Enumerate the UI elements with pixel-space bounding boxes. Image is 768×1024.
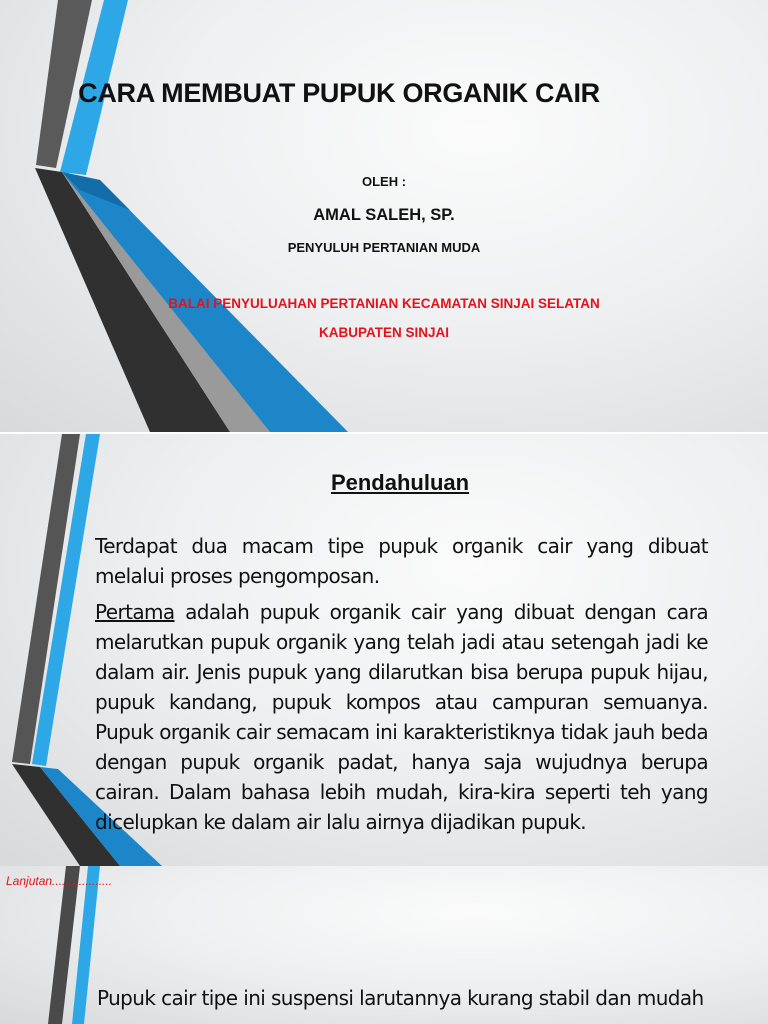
paragraph-1: Terdapat dua macam tipe pupuk organik cair yang dibuat melalui proses pengomposan. — [95, 534, 708, 588]
paragraph-2-body: adalah pupuk organik cair yang dibuat dengan cara melarutkan pupuk organik yang telah jadi atau setengah jadi ke dalam air. Jenis pupuk yang dilarutkan bisa berupa pupuk hijau, pupuk kandang, pupuk kompos atau campuran semuanya. Pupuk organik cair semacam ini karakteristiknya tidak jauh beda dengan pupuk organik padat, hanya saja wujudnya berupa cairan. Dalam bahasa lebih mudah, kira-kira seperti teh yang dicelupkan ke dalam air lalu airnya dijadikan pupuk. — [95, 600, 708, 834]
author-name: AMAL SALEH, SP. — [313, 206, 455, 224]
paragraph-3: Pupuk cair tipe ini suspensi larutannya kurang stabil dan mudah — [97, 986, 704, 1010]
slide-title: CARA MEMBUAT PUPUK ORGANIK CAIR — [78, 78, 600, 108]
title-slide — [0, 0, 768, 432]
paragraph-2 — [95, 597, 708, 837]
continuation-label: Lanjutan.................. — [6, 874, 113, 888]
intro-slide — [0, 434, 768, 866]
by-label: OLEH : — [361, 174, 407, 189]
organization-line-1: BALAI PENYULUAHAN PERTANIAN KECAMATAN SINJAI SELATAN — [168, 296, 600, 311]
author-role: PENYULUH PERTANIAN MUDA — [287, 240, 481, 255]
paragraph-2-lead: Pertama — [95, 600, 175, 624]
slide-title: Pendahuluan — [330, 470, 470, 495]
organization-line-2: KABUPATEN SINJAI — [318, 325, 449, 340]
